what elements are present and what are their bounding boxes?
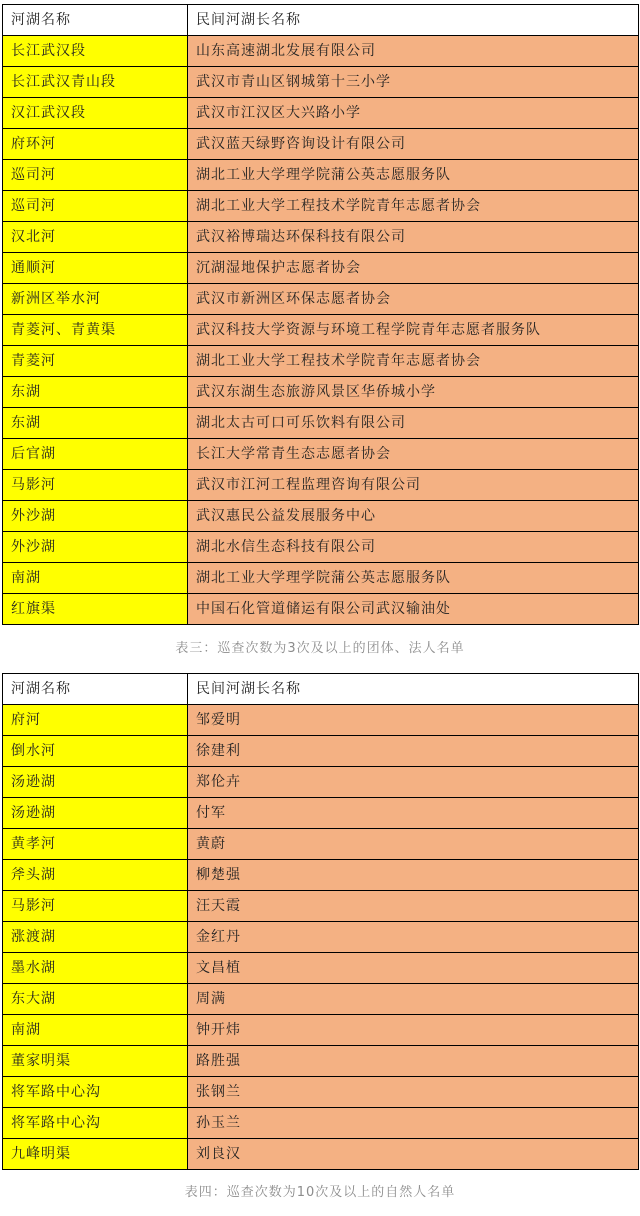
table-row [3,1077,639,1108]
chief-name-cell: 武汉市江汉区大兴路小学 [188,98,639,129]
river-name-cell: 马影河 [3,891,188,922]
chief-name-cell: 长江大学常青生态志愿者协会 [188,439,639,470]
chief-name-cell: 钟开炜 [188,1015,639,1046]
page [0,4,640,1216]
table-row [3,984,639,1015]
table-row [3,222,639,253]
river-name-cell: 汉江武汉段 [3,98,188,129]
table-row [3,377,639,408]
river-name-cell: 马影河 [3,470,188,501]
column-header-chief-name: 民间河湖长名称 [188,674,639,705]
chief-name-cell: 武汉市新洲区环保志愿者协会 [188,284,639,315]
river-name-cell: 南湖 [3,563,188,594]
table-row [3,1046,639,1077]
river-name-cell: 长江武汉段 [3,36,188,67]
chief-name-cell: 张钢兰 [188,1077,639,1108]
river-name-cell: 九峰明渠 [3,1139,188,1170]
river-name-cell: 汉北河 [3,222,188,253]
column-header-river-name: 河湖名称 [3,674,188,705]
chief-name-cell: 湖北太古可口可乐饮料有限公司 [188,408,639,439]
chief-name-cell: 山东高速湖北发展有限公司 [188,36,639,67]
river-name-cell: 长江武汉青山段 [3,67,188,98]
chief-name-cell: 付军 [188,798,639,829]
table-row [3,98,639,129]
chief-name-cell: 湖北工业大学工程技术学院青年志愿者协会 [188,191,639,222]
table-row [3,191,639,222]
river-name-cell: 倒水河 [3,736,188,767]
chief-name-cell: 金红丹 [188,922,639,953]
table-row [3,705,639,736]
river-name-cell: 通顺河 [3,253,188,284]
river-name-cell: 南湖 [3,1015,188,1046]
column-header-chief-name: 民间河湖长名称 [188,5,639,36]
table-row [3,315,639,346]
river-name-cell: 东湖 [3,408,188,439]
chief-name-cell: 武汉蓝天绿野咨询设计有限公司 [188,129,639,160]
chief-name-cell: 路胜强 [188,1046,639,1077]
river-name-cell: 涨渡湖 [3,922,188,953]
chief-name-cell: 武汉东湖生态旅游风景区华侨城小学 [188,377,639,408]
river-name-cell: 新洲区举水河 [3,284,188,315]
river-name-cell: 巡司河 [3,160,188,191]
table-body [3,5,639,625]
chief-name-cell: 文昌植 [188,953,639,984]
chief-name-cell: 徐建利 [188,736,639,767]
river-name-cell: 青菱河、青黄渠 [3,315,188,346]
river-name-cell: 东大湖 [3,984,188,1015]
river-name-cell: 墨水湖 [3,953,188,984]
chief-name-cell: 武汉裕博瑞达环保科技有限公司 [188,222,639,253]
table-row [3,470,639,501]
river-name-cell: 青菱河 [3,346,188,377]
river-name-cell: 红旗渠 [3,594,188,625]
table-row [3,160,639,191]
table-row [3,1015,639,1046]
chief-name-cell: 周满 [188,984,639,1015]
chief-name-cell: 湖北工业大学工程技术学院青年志愿者协会 [188,346,639,377]
river-name-cell: 将军路中心沟 [3,1108,188,1139]
chief-name-cell: 汪天霞 [188,891,639,922]
table-row [3,563,639,594]
table-row [3,736,639,767]
chief-name-cell: 中国石化管道储运有限公司武汉输油处 [188,594,639,625]
table-row [3,439,639,470]
chief-name-cell: 邹爱明 [188,705,639,736]
table-row [3,1108,639,1139]
table-header-row [3,5,639,36]
river-name-cell: 府河 [3,705,188,736]
river-name-cell: 府环河 [3,129,188,160]
river-name-cell: 汤逊湖 [3,798,188,829]
river-name-cell: 外沙湖 [3,532,188,563]
chief-name-cell: 武汉市江河工程监理咨询有限公司 [188,470,639,501]
chief-name-cell: 刘良汉 [188,1139,639,1170]
chief-name-cell: 沉湖湿地保护志愿者协会 [188,253,639,284]
table-row [3,129,639,160]
river-name-cell: 斧头湖 [3,860,188,891]
chief-name-cell: 武汉惠民公益发展服务中心 [188,501,639,532]
river-lake-individual-table [2,673,639,1170]
table-row [3,891,639,922]
chief-name-cell: 柳楚强 [188,860,639,891]
table-row [3,284,639,315]
chief-name-cell: 黄蔚 [188,829,639,860]
table-row [3,798,639,829]
column-header-river-name: 河湖名称 [3,5,188,36]
chief-name-cell: 湖北工业大学理学院蒲公英志愿服务队 [188,160,639,191]
river-lake-organization-table [2,4,639,625]
table-row [3,253,639,284]
table-row [3,829,639,860]
table-row [3,860,639,891]
table-row [3,767,639,798]
table-caption: 表三：巡查次数为3次及以上的团体、法人名单 [175,641,465,656]
table-row [3,922,639,953]
river-name-cell: 黄孝河 [3,829,188,860]
river-name-cell: 董家明渠 [3,1046,188,1077]
chief-name-cell: 武汉科技大学资源与环境工程学院青年志愿者服务队 [188,315,639,346]
river-name-cell: 汤逊湖 [3,767,188,798]
table-header-row [3,674,639,705]
chief-name-cell: 湖北工业大学理学院蒲公英志愿服务队 [188,563,639,594]
chief-name-cell: 湖北水信生态科技有限公司 [188,532,639,563]
river-name-cell: 东湖 [3,377,188,408]
river-name-cell: 将军路中心沟 [3,1077,188,1108]
table-row [3,36,639,67]
river-name-cell: 后官湖 [3,439,188,470]
chief-name-cell: 郑伦卉 [188,767,639,798]
table-row [3,346,639,377]
river-name-cell: 外沙湖 [3,501,188,532]
table-row [3,408,639,439]
table-row [3,532,639,563]
chief-name-cell: 武汉市青山区钢城第十三小学 [188,67,639,98]
table-row [3,67,639,98]
table-row [3,953,639,984]
table-body [3,674,639,1170]
chief-name-cell: 孙玉兰 [188,1108,639,1139]
table-row [3,1139,639,1170]
table-row [3,594,639,625]
table-row [3,501,639,532]
river-name-cell: 巡司河 [3,191,188,222]
table-caption: 表四：巡查次数为10次及以上的自然人名单 [184,1185,456,1200]
